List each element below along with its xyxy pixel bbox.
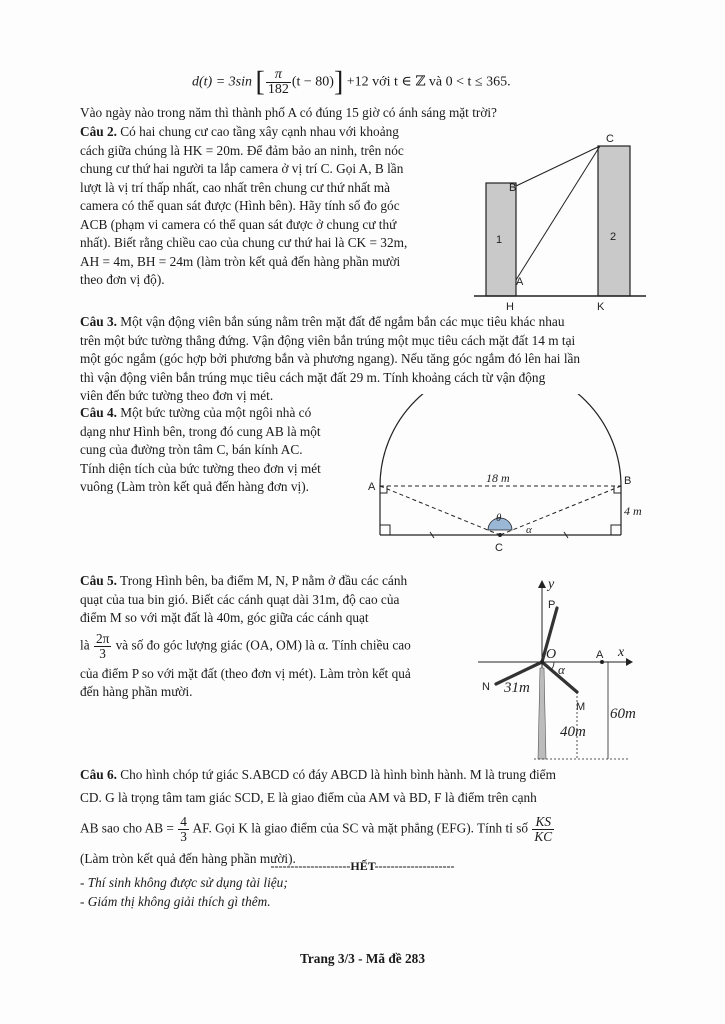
- q6-frac-den: 3: [180, 829, 187, 844]
- q2-line: cách giữa chúng là HK = 20m. Để đảm bảo an ninh, trên nóc: [80, 142, 404, 158]
- segment-bc: [500, 486, 621, 535]
- axis-x-arrow: [626, 658, 633, 666]
- q4-line: vuông (Làm tròn kết quả đến hàng đơn vị).: [80, 479, 309, 494]
- formula-bracket-close: ]: [333, 66, 344, 98]
- formula-frac-den: 182: [267, 82, 289, 97]
- q6-ab-fraction: [178, 815, 189, 844]
- q3-line: thì vận động viên bắn trúng mục tiêu cách mặt đất 29 m. Tính khoảng cách từ vận động: [80, 369, 546, 385]
- formula-line: [192, 68, 511, 97]
- label-m: M: [576, 701, 586, 713]
- point-c: [498, 533, 502, 537]
- q2-text: [80, 123, 460, 290]
- label-o: O: [546, 647, 557, 662]
- q4-label: Câu 4.: [80, 405, 117, 420]
- label-c: C: [495, 542, 503, 554]
- q4-line: Tính diện tích của bức tường theo đơn vị mét: [80, 460, 321, 476]
- label-b1: 1: [496, 234, 503, 246]
- q2-line: lượt là vị trí thấp nhất, cao nhất trên chung cư thứ nhất mà: [80, 179, 391, 195]
- label-18m: 18 m: [486, 471, 510, 485]
- formula-inner: (t − 80): [291, 74, 334, 90]
- q6-line3-post: AF. Gọi K là giao điểm của SC và mặt phẳng (EFG). Tính tỉ số: [192, 820, 529, 836]
- q3-line: Một vận động viên bắn súng nằm trên mặt đất để ngắm bắn các mục tiêu khác nhau: [120, 314, 565, 329]
- formula-rhs: +12 với t ∈ ℤ và 0 < t ≤ 365.: [346, 74, 511, 90]
- q4-line: dạng như Hình bên, trong đó cung AB là một: [80, 423, 321, 439]
- segment-ac: [380, 486, 500, 535]
- q5-label: Câu 5.: [80, 573, 117, 588]
- q5-line: Trong Hình bên, ba điểm M, N, P nằm ở đầu các cánh: [120, 573, 408, 588]
- q6-line: (Làm tròn kết quả đến hàng phần mười).: [80, 851, 296, 866]
- formula-lhs: d(t) = 3sin: [192, 74, 252, 90]
- q4-line: cung của đường tròn tâm C, bán kính AC.: [80, 442, 303, 457]
- label-alpha: α: [558, 662, 565, 677]
- label-a: A: [368, 481, 376, 493]
- building-2: [598, 146, 630, 296]
- q5-text: [80, 572, 475, 702]
- q6-label: Câu 6.: [80, 767, 117, 782]
- q6-line: Cho hình chóp tứ giác S.ABCD có đáy ABCD là hình bình hành. M là trung điểm: [120, 767, 556, 782]
- label-60m: 60m: [610, 706, 636, 722]
- formula-fraction: [266, 68, 291, 97]
- q4-line: Một bức tường của một ngôi nhà có: [120, 405, 312, 420]
- note-1: - Thí sinh không được sử dụng tài liệu;: [80, 875, 288, 890]
- q5-frac-den: 3: [99, 645, 106, 661]
- label-31m: 31m: [504, 680, 530, 696]
- label-b2: 2: [610, 231, 617, 243]
- q5-line: đến hàng phần mười.: [80, 684, 193, 699]
- formula-frac-num: π: [266, 68, 291, 83]
- q5-line: của điểm P so với mặt đất (theo đơn vị mét). Làm tròn kết quả: [80, 665, 411, 681]
- formula-bracket-open: [: [255, 66, 265, 98]
- q3-label: Câu 3.: [80, 314, 117, 329]
- right-angle-left: [380, 525, 390, 535]
- q2-line: ACB (phạm vi camera có thể quan sát được ở chung cư thứ: [80, 216, 397, 232]
- q3-line: một góc ngắm (góc hợp bởi phương bắn và phương ngang). Nếu tăng góc ngắm đó lên hai lần: [80, 351, 581, 366]
- label-a: A: [516, 276, 524, 288]
- q5-line4-pre: là: [80, 637, 90, 653]
- q3-line: viên đến bức tường theo đơn vị mét.: [80, 388, 274, 403]
- q2-line: theo đơn vị độ).: [80, 272, 165, 287]
- q5-angle-fraction: [94, 632, 111, 661]
- tower: [538, 668, 546, 759]
- q5-line: điểm M so với mặt đất là 40m, góc giữa các cánh quạt: [80, 610, 369, 625]
- q6-ratio-fraction: [532, 815, 554, 844]
- q6-frac-num: 4: [180, 814, 187, 829]
- q6-ratio-den: KC: [534, 829, 553, 844]
- q4-figure: [368, 394, 653, 554]
- q2-line: chung cư thứ hai người ta lắp camera ở vị trí C. Gọi A, B lần: [80, 161, 404, 176]
- q2-label: Câu 2.: [80, 124, 117, 139]
- label-p: P: [548, 599, 556, 611]
- q5-frac-num: 2π: [95, 630, 110, 646]
- q2-line: nhất). Biết rằng chiều cao của chung cư thứ hai là CK = 32m,: [80, 235, 408, 250]
- label-n: N: [482, 681, 490, 693]
- label-theta: θ: [496, 512, 502, 524]
- q2-line: camera có thể quan sát được (Hình bên). Hãy tính số đo góc: [80, 198, 400, 213]
- q2-figure: [470, 128, 650, 313]
- label-y: y: [548, 577, 555, 592]
- label-4m: 4 m: [624, 504, 642, 518]
- q5-figure: [478, 574, 658, 766]
- label-alpha: α: [526, 524, 532, 536]
- label-h: H: [506, 301, 514, 313]
- q2-line: AH = 4m, BH = 24m (làm tròn kết quả đến hàng phần mười: [80, 253, 401, 269]
- q4-text: [80, 404, 370, 497]
- q6-ratio-num: KS: [532, 815, 554, 830]
- q3-line: trên một bức tường thẳng đứng. Vận động viên bắn trúng một mục tiêu cách mặt đất 14 m tại: [80, 332, 576, 348]
- end-mark: --------------------HẾT--------------------: [270, 859, 455, 873]
- q2-line: Có hai chung cư cao tầng xây cạnh nhau với khoảng: [120, 124, 399, 139]
- q5-line4-post: và số đo góc lượng giác (OA, OM) là α. Tính chiều cao: [115, 637, 411, 653]
- label-40m: 40m: [560, 724, 586, 740]
- label-b: B: [509, 182, 517, 194]
- label-a: A: [596, 649, 604, 661]
- q3-text: [80, 313, 650, 406]
- label-x: x: [618, 645, 625, 660]
- label-b: B: [624, 475, 632, 487]
- q5-line: quạt của tua bin gió. Biết các cánh quạt dài 31m, độ cao của: [80, 591, 400, 607]
- point-o: [540, 660, 544, 664]
- axis-y-arrow: [538, 580, 546, 588]
- page-footer: Trang 3/3 - Mã đề 283: [300, 951, 425, 966]
- label-k: K: [597, 301, 605, 313]
- q6-line3-pre: AB sao cho AB =: [80, 820, 174, 836]
- q1-tail: Vào ngày nào trong năm thì thành phố A có đúng 15 giờ có ánh sáng mặt trời?: [80, 105, 497, 120]
- label-c: C: [606, 133, 614, 145]
- note-2: - Giám thị không giải thích gì thêm.: [80, 894, 271, 909]
- q6-line: CD. G là trọng tâm tam giác SCD, E là giao điểm của AM và BD, F là điểm trên cạnh: [80, 789, 537, 805]
- right-angle-right: [611, 525, 621, 535]
- q6-text: [80, 766, 660, 869]
